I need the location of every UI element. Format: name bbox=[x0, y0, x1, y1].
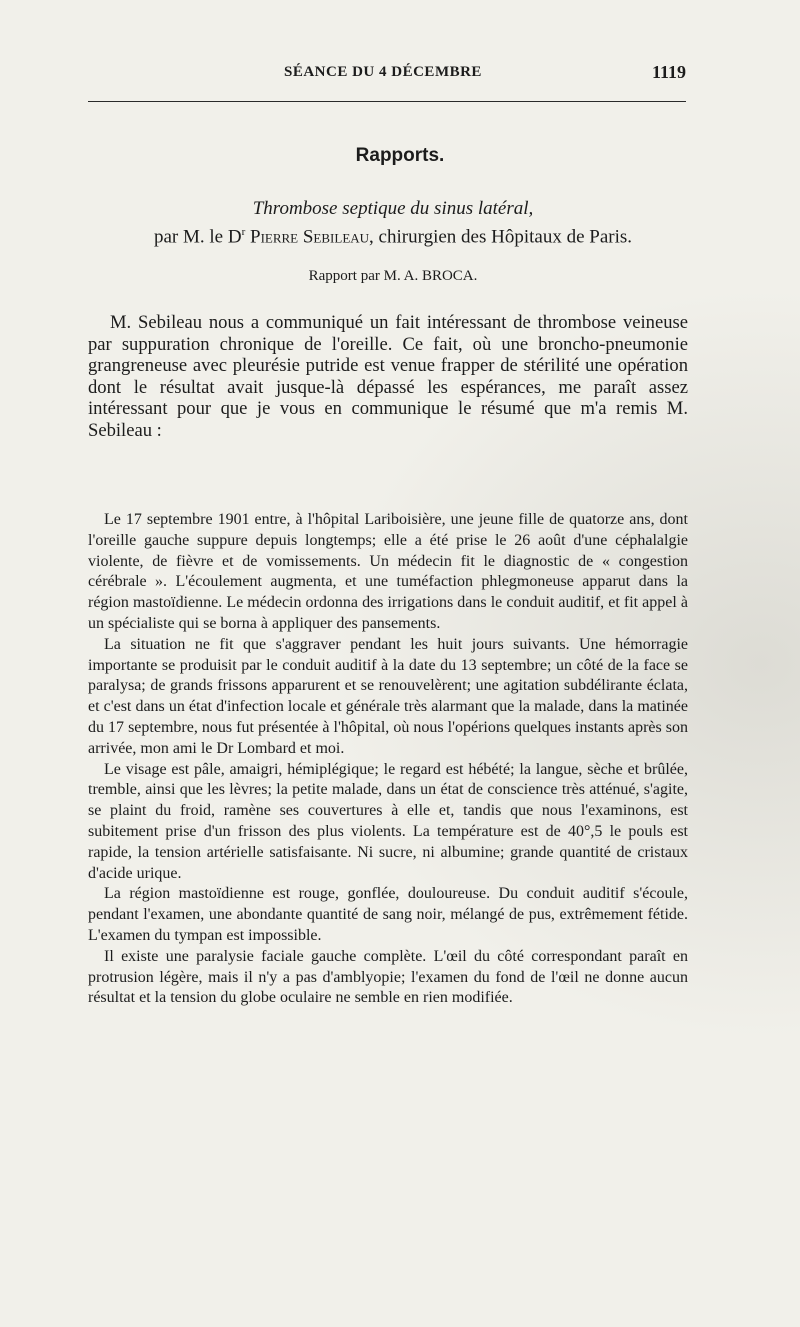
running-title: SÉANCE DU 4 DÉCEMBRE bbox=[284, 64, 482, 80]
body-paragraph: La situation ne fit que s'aggraver pendant les huit jours suivants. Une hémorragie importante se produisit par le conduit auditif à la date du 13 septembre; un côté de la face se paralysa; de grands frissons apparurent et se renouvelèrent; une agitation subdélirante éclata, et c'est dans un état d'infection locale et générale très alarmant que la malade, dans la matinée du 17 septembre, nous fut présentée à l'hôpital, où nous l'opérions quelques instants après son arrivée, mon ami le Dr Lombard et moi. bbox=[88, 635, 688, 757]
author-name: Pierre Sebileau bbox=[250, 226, 370, 248]
header-rule bbox=[88, 101, 686, 102]
page-number: 1119 bbox=[651, 62, 686, 82]
section-title: Rapports. bbox=[355, 145, 445, 166]
body-paragraph: Le visage est pâle, amaigri, hémiplégique; le regard est hébété; la langue, sèche et brûlée, tremble, ainsi que les lèvres; la petite malade, dans un état de conscience très atténué, s'agite, se plaint du froid, ramène ses couvertures à elle et, tandis que nous l'examinons, est subitement prise d'un frisson des plus violents. La température est de 40°,5 le pouls est rapide, la tension artérielle satisfaisante. Ni sucre, ni albumine; grande quantité de cristaux d'acide urique. bbox=[88, 760, 688, 882]
body-paragraph: Le 17 septembre 1901 entre, à l'hôpital Lariboisière, une jeune fille de quatorze ans, dont l'oreille gauche suppure depuis longtemps; elle a été prise le 26 août d'une céphalalgie violente, de fièvre et de vomissements. Un médecin fit le diagnostic de « congestion cérébrale ». L'écoulement augmenta, et une tuméfaction phlegmoneuse apparut dans la région mastoïdienne. Le médecin ordonna des irrigations dans le conduit auditif, et fit appel à un spécialiste qui se borna à appliquer des pansements. bbox=[88, 511, 688, 632]
byline bbox=[88, 226, 698, 248]
byline-prefix: par M. le D bbox=[153, 226, 242, 248]
intro-paragraph: M. Sebileau nous a communiqué un fait intéressant de thrombose veineuse par suppuration chronique de l'oreille. Ce fait, où une broncho-pneumonie grangreneuse avec pleurésie putride est venue frapper de stérilité une opération dont le résultat avait jusque-là dépassé les espérances, me paraît assez intéressant pour que je vous en communique le résumé que m'a remis M. Sebileau : bbox=[88, 312, 688, 441]
body-paragraph: La région mastoïdienne est rouge, gonflée, douloureuse. Du conduit auditif s'écoule, pendant l'examen, une abondante quantité de sang noir, mélangé de pus, extrêmement fétide. L'examen du tympan est impossible. bbox=[88, 885, 688, 944]
page-header bbox=[88, 62, 686, 86]
byline-superscript: r bbox=[241, 226, 246, 238]
intro-text bbox=[88, 312, 688, 442]
case-report bbox=[88, 510, 688, 1009]
report-by: Rapport par M. A. BROCA. bbox=[308, 268, 478, 284]
body-paragraph: Il existe une paralysie faciale gauche complète. L'œil du côté correspondant paraît en protrusion légère, mais il n'y a pas d'amblyopie; l'examen du fond de l'œil ne donne aucun résultat et la tension du globe oculaire ne semble en rien modifiée. bbox=[88, 947, 688, 1007]
byline-suffix: , chirurgien des Hôpitaux de Paris. bbox=[369, 226, 633, 248]
article-title: Thrombose septique du sinus latéral, bbox=[252, 198, 534, 219]
